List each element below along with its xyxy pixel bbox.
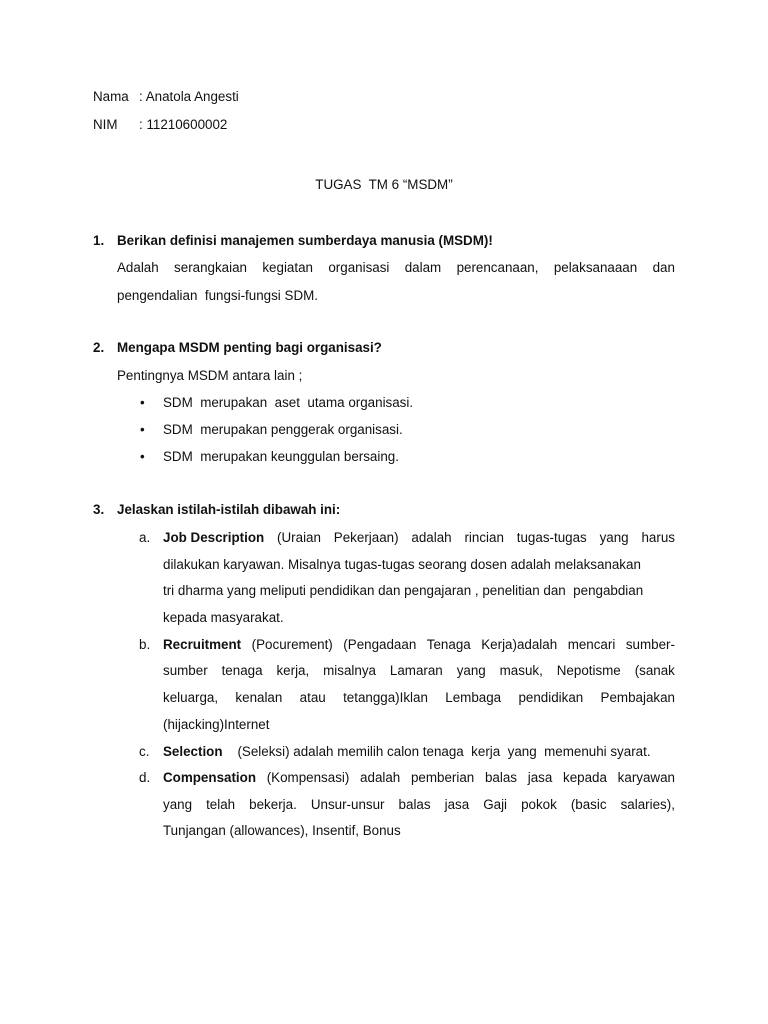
word: harus [641,530,675,545]
item-letter: a. [139,530,151,545]
nim-label: NIM [93,117,118,132]
q1-word: dalam [404,260,442,275]
word: (Kompensasi) [266,770,350,785]
item-term: Job Description [163,530,265,545]
item-a-line4: kepada masyarakat. [163,610,284,625]
word: (Pengadaan [343,637,417,652]
word: jasa [527,770,553,785]
q1-answer-line1 [117,260,675,276]
q1-answer-line2: pengendalian fungsi-fungsi SDM. [117,288,318,303]
item-c-line1 [163,744,651,760]
word: balas [484,770,517,785]
item-d-line1 [163,770,675,786]
name-label: Nama [93,89,129,104]
q2-number: 2. [93,340,105,355]
item-b-line3 [163,690,675,706]
word: pendidikan [518,690,584,705]
q2-bullet-item: SDM merupakan keunggulan bersaing. [163,449,399,464]
item-c-rest: (Seleksi) adalah memilih calon tenaga kerja yang memenuhi syarat. [237,744,651,759]
item-b-line1 [163,637,675,653]
word: balas [398,797,431,812]
word: mencari [567,637,616,652]
word: karyawan [617,770,675,785]
word: kenalan [235,690,283,705]
word: misalnya [323,663,376,678]
q1-word: perencanaan, [456,260,539,275]
word: jasa [444,797,470,812]
word: yang [163,797,193,812]
word: tugas-tugas [516,530,587,545]
word: telah [206,797,236,812]
word: rincian [464,530,504,545]
item-d-line2 [163,797,675,813]
word: masuk, [499,663,543,678]
word: sumber [163,663,208,678]
word: (basic [570,797,607,812]
word: adalah [360,770,401,785]
name-value: : Anatola Angesti [139,89,239,104]
word: yang [456,663,486,678]
nim-value: : 11210600002 [139,117,228,132]
q1-number: 1. [93,233,105,248]
item-b-line2 [163,663,675,679]
word: Kerja)adalah [481,637,558,652]
word: Tenaga [426,637,471,652]
word: (Pocurement) [251,637,333,652]
word: pokok [521,797,557,812]
word: Pekerjaan) [333,530,399,545]
bullet-icon: • [140,449,145,464]
bullet-icon: • [140,422,145,437]
bullet-icon: • [140,395,145,410]
word: kepada [563,770,607,785]
item-letter: d. [139,770,151,785]
word: Gaji [483,797,508,812]
item-term: Recruitment [163,637,242,652]
word: Unsur-unsur [310,797,385,812]
word: Lamaran [389,663,443,678]
word: keluarga, [163,690,219,705]
q1-question: Berikan definisi manajemen sumberdaya manusia (MSDM)! [117,233,493,248]
word: sumber- [625,637,675,652]
word: tetangga)Iklan [343,690,428,705]
word: atau [299,690,326,705]
q1-word: kegiatan [262,260,313,275]
word: yang [599,530,629,545]
word: Nepotisme [556,663,621,678]
item-b-line4: (hijacking)Internet [163,717,270,732]
q2-question: Mengapa MSDM penting bagi organisasi? [117,340,382,355]
word: adalah [411,530,452,545]
q1-word: dan [652,260,675,275]
document-title: TUGAS TM 6 “MSDM” [315,177,453,192]
q1-word: pelaksanaaan [553,260,638,275]
word: (sanak [634,663,675,678]
q1-word: organisasi [328,260,390,275]
item-a-line2: dilakukan karyawan. Misalnya tugas-tugas seorang dosen adalah melaksanakan [163,557,641,572]
q2-bullet-item: SDM merupakan aset utama organisasi. [163,395,414,410]
item-letter: c. [139,744,150,759]
item-term: Selection [163,744,223,759]
word: salaries), [620,797,675,812]
item-a-line1 [163,530,675,546]
q1-word: serangkaian [174,260,248,275]
q3-question: Jelaskan istilah-istilah dibawah ini: [117,502,341,517]
q2-bullet-item: SDM merupakan penggerak organisasi. [163,422,403,437]
item-d-line3: Tunjangan (allowances), Insentif, Bonus [163,823,401,838]
word: bekerja. [249,797,297,812]
word: pemberian [410,770,475,785]
word: Pembajakan [600,690,675,705]
item-a-line3: tri dharma yang meliputi pendidikan dan pengajaran , penelitian dan pengabdian [163,583,644,598]
item-letter: b. [139,637,151,652]
word: (Uraian [277,530,321,545]
q2-intro: Pentingnya MSDM antara lain ; [117,368,303,383]
item-term: Compensation [163,770,256,785]
q3-number: 3. [93,502,105,517]
word: Lembaga [445,690,502,705]
word: kerja, [276,663,310,678]
word: tenaga [221,663,263,678]
q1-word: Adalah [117,260,159,275]
